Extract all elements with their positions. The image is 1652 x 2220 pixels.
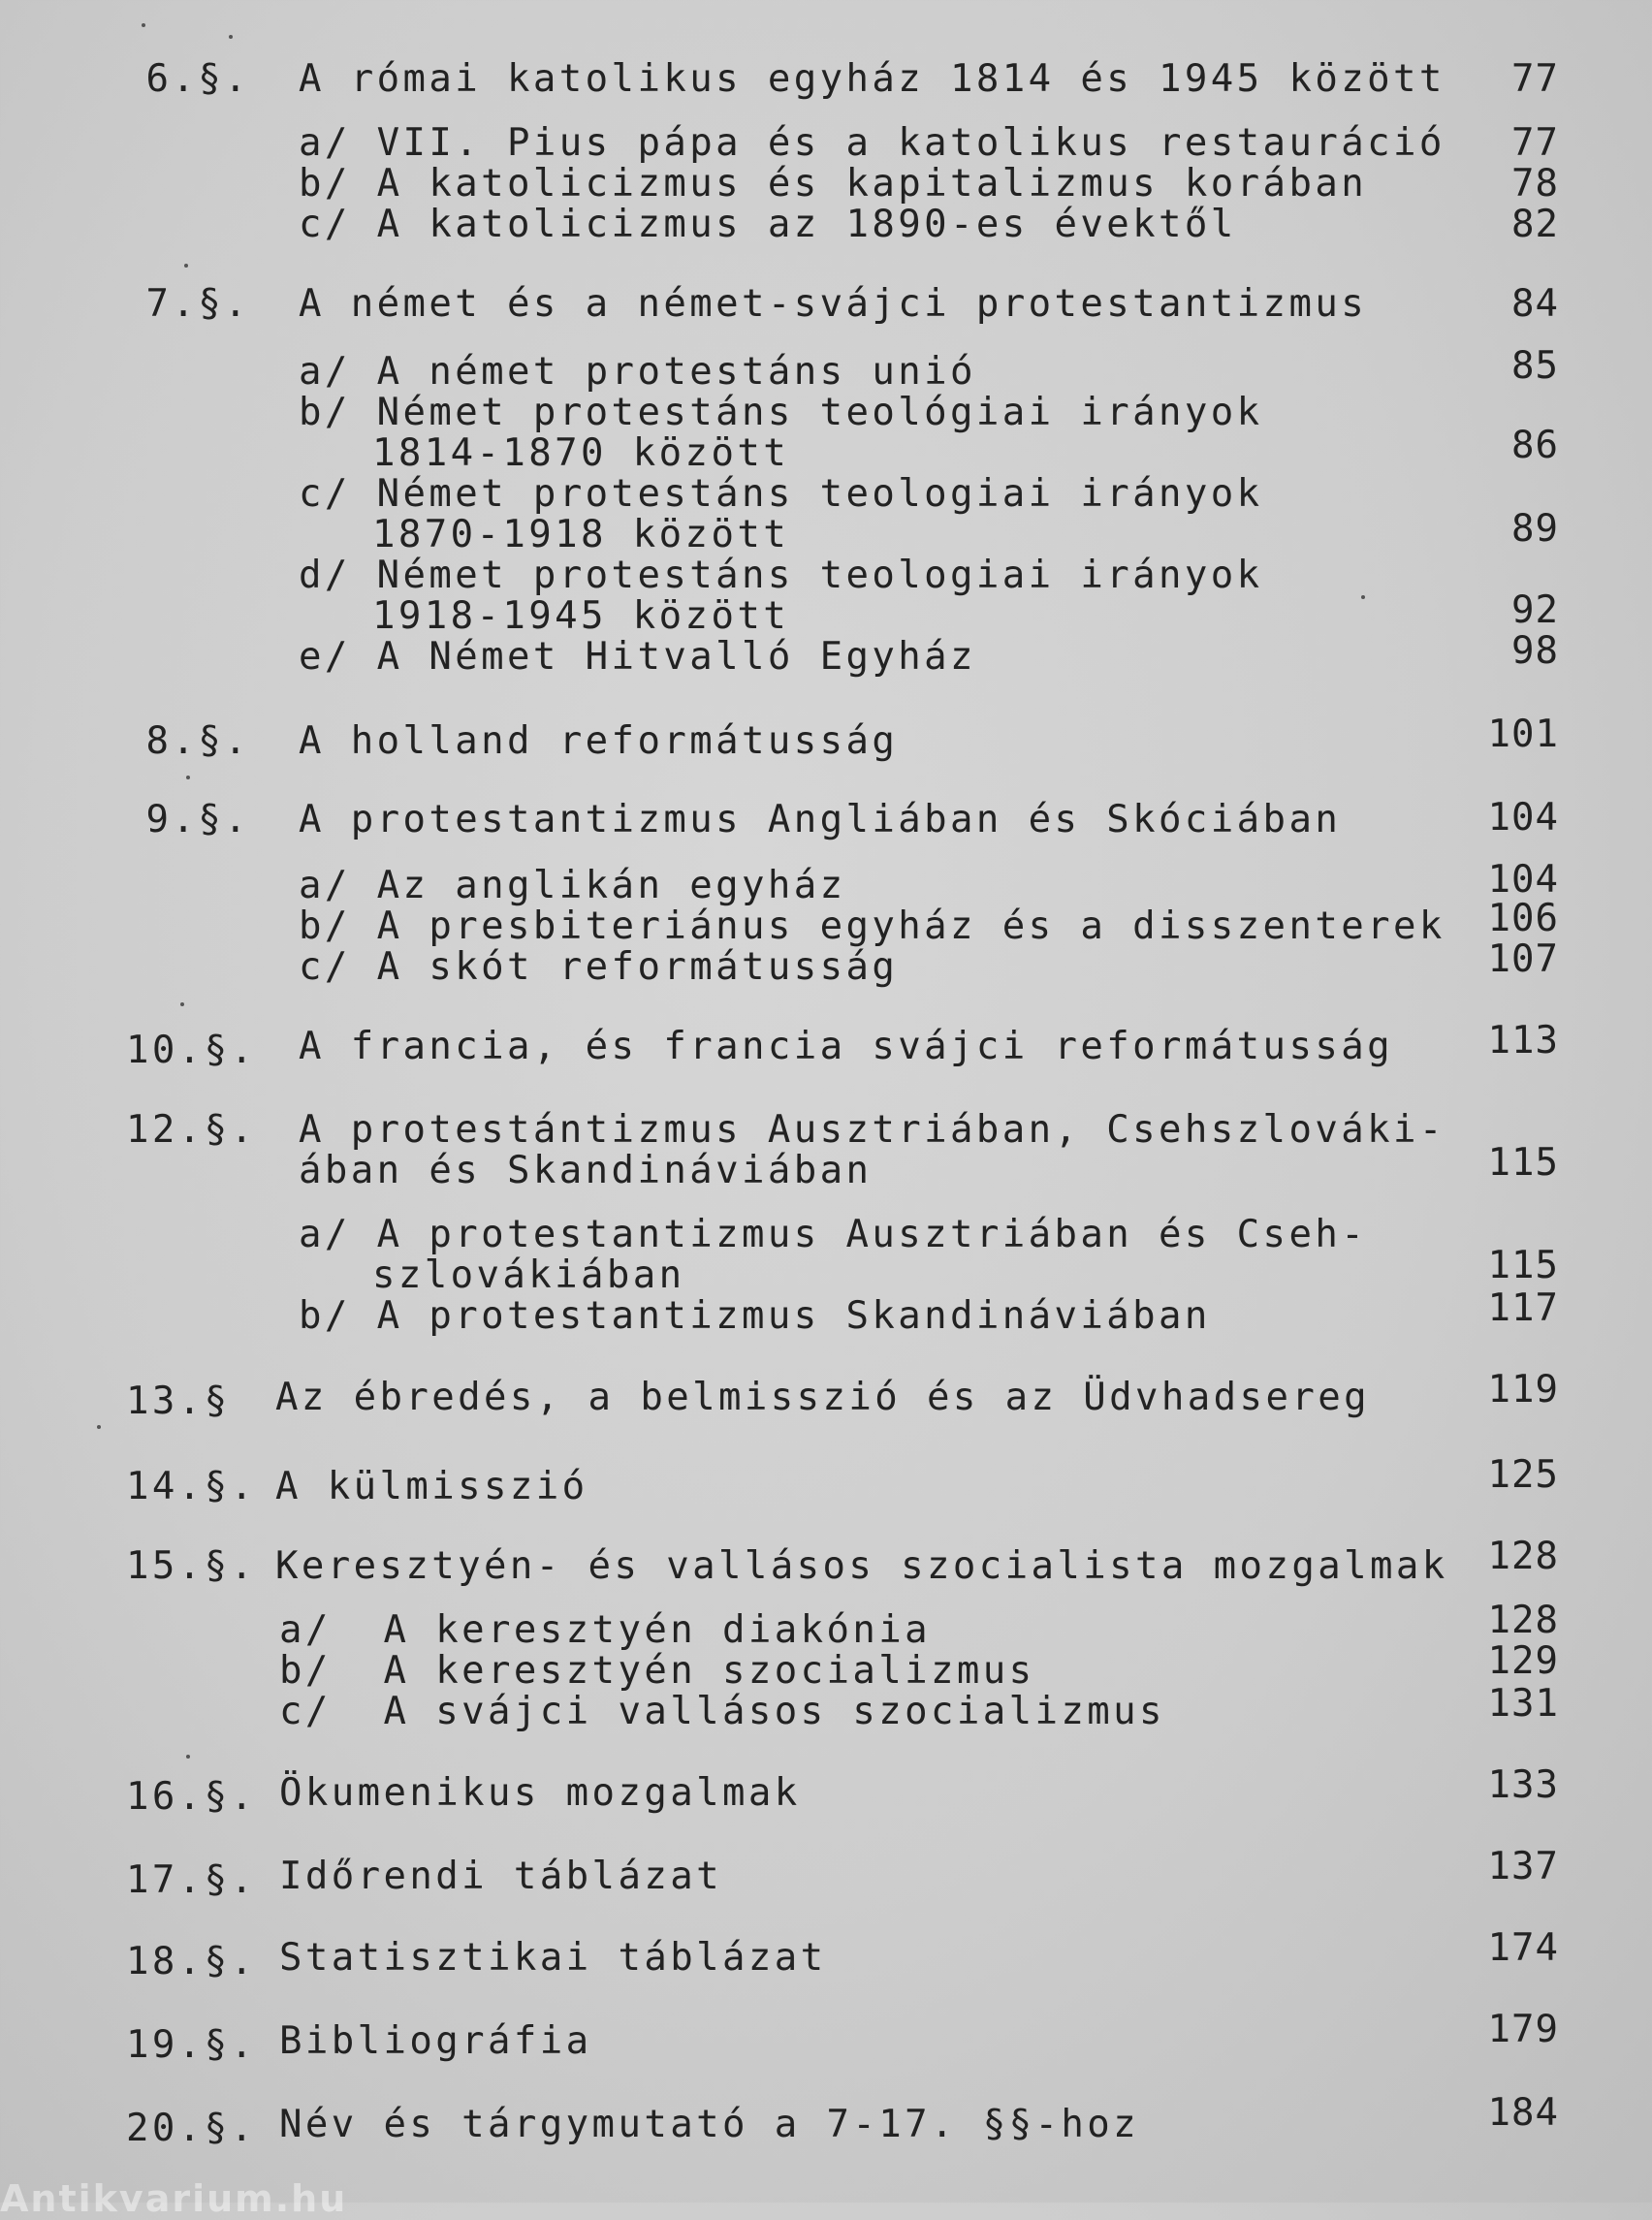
- section-number: 12.§.: [126, 1108, 257, 1152]
- subsection-title-continuation: 1870-1918 között: [372, 513, 790, 556]
- page-number: 77: [1511, 57, 1559, 101]
- paper-speck: [186, 776, 190, 779]
- page-number: 86: [1511, 424, 1559, 467]
- section-number: 18.§.: [126, 1940, 257, 1983]
- page-number: 133: [1487, 1763, 1559, 1807]
- page-number: 104: [1487, 858, 1559, 902]
- page-number: 128: [1487, 1599, 1559, 1642]
- section-title: A német és a német-svájci protestantizmus: [299, 282, 1368, 326]
- page-number: 119: [1487, 1368, 1559, 1411]
- section-title-continuation: ában és Skandináviában: [299, 1149, 873, 1192]
- section-number: 17.§.: [126, 1858, 257, 1902]
- page-number: 82: [1511, 203, 1559, 246]
- paper-speck: [184, 264, 188, 268]
- page-number: 78: [1511, 162, 1559, 206]
- page-number: 85: [1511, 344, 1559, 388]
- subsection-title: b/ A protestantizmus Skandináviában: [299, 1294, 1211, 1338]
- page-number: 104: [1487, 796, 1559, 840]
- section-number: 13.§: [126, 1380, 231, 1423]
- page-number: 179: [1487, 2008, 1559, 2051]
- section-number: 10.§.: [126, 1029, 257, 1072]
- subsection-title: d/ Német protestáns teologiai irányok: [299, 554, 1263, 597]
- subsection-title: c/ A svájci vallásos szocializmus: [279, 1690, 1165, 1733]
- page-number: 115: [1487, 1244, 1559, 1287]
- subsection-title-continuation: 1918-1945 között: [372, 594, 790, 638]
- page-number: 84: [1511, 282, 1559, 326]
- section-title: Bibliográfia: [279, 2019, 592, 2063]
- page-number: 106: [1487, 897, 1559, 940]
- section-title: Statisztikai táblázat: [279, 1936, 827, 1980]
- section-title: Ökumenikus mozgalmak: [279, 1771, 801, 1815]
- page-number: 115: [1487, 1141, 1559, 1185]
- section-number: 19.§.: [126, 2023, 257, 2067]
- subsection-title-continuation: szlovákiában: [372, 1253, 685, 1297]
- section-title: Név és tárgymutató a 7-17. §§-hoz: [279, 2103, 1140, 2146]
- page-number: 92: [1511, 588, 1559, 632]
- page-number: 128: [1487, 1535, 1559, 1578]
- paper-speck: [1361, 595, 1365, 599]
- page-number: 101: [1487, 713, 1559, 756]
- section-title: Időrendi táblázat: [279, 1855, 722, 1898]
- paper-speck: [142, 23, 145, 27]
- page-number: 174: [1487, 1926, 1559, 1970]
- section-title: A protestántizmus Ausztriában, Csehszlováki-: [299, 1108, 1446, 1152]
- section-title: A francia, és francia svájci reformátusság: [299, 1025, 1393, 1068]
- subsection-title: b/ A katolicizmus és kapitalizmus korában: [299, 162, 1368, 206]
- subsection-title: a/ A protestantizmus Ausztriában és Cseh-: [299, 1213, 1368, 1256]
- page-number: 107: [1487, 937, 1559, 981]
- subsection-title: a/ A német protestáns unió: [299, 350, 976, 394]
- watermark: Antikvarium.hu: [0, 2177, 348, 2220]
- paper-speck: [229, 35, 233, 39]
- section-title: A római katolikus egyház 1814 és 1945 között: [299, 57, 1446, 101]
- section-title: Keresztyén- és vallásos szocialista mozgalmak: [275, 1544, 1448, 1588]
- section-number: 14.§.: [126, 1465, 257, 1508]
- paper-speck: [97, 1425, 101, 1429]
- subsection-title-continuation: 1814-1870 között: [372, 431, 790, 475]
- section-title: A külmisszió: [275, 1465, 588, 1508]
- page-number: 129: [1487, 1639, 1559, 1683]
- page-number: 137: [1487, 1845, 1559, 1888]
- section-number: 20.§.: [126, 2107, 257, 2150]
- section-number: 15.§.: [126, 1544, 257, 1588]
- section-title: A protestantizmus Angliában és Skóciában: [299, 798, 1342, 841]
- subsection-title: c/ Német protestáns teologiai irányok: [299, 472, 1263, 516]
- page-number: 89: [1511, 507, 1559, 551]
- section-number: 9.§.: [145, 798, 250, 841]
- page-number: 125: [1487, 1453, 1559, 1497]
- section-number: 7.§.: [145, 282, 250, 326]
- page-number: 184: [1487, 2091, 1559, 2135]
- page-number: 113: [1487, 1019, 1559, 1062]
- section-title: Az ébredés, a belmisszió és az Üdvhadsereg: [275, 1376, 1370, 1419]
- subsection-title: c/ A katolicizmus az 1890-es évektől: [299, 203, 1237, 246]
- paper-speck: [186, 1755, 190, 1759]
- page-number: 77: [1511, 121, 1559, 165]
- subsection-title: a/ Az anglikán egyház: [299, 864, 846, 907]
- page-number: 117: [1487, 1286, 1559, 1330]
- paper-speck: [180, 1002, 184, 1006]
- section-number: 6.§.: [145, 57, 250, 101]
- subsection-title: c/ A skót reformátusság: [299, 945, 899, 989]
- section-number: 8.§.: [145, 719, 250, 763]
- subsection-title: b/ Német protestáns teológiai irányok: [299, 391, 1263, 434]
- subsection-title: b/ A presbiteriánus egyház és a disszenterek: [299, 904, 1446, 948]
- page-number: 131: [1487, 1682, 1559, 1726]
- subsection-title: a/ A keresztyén diakónia: [279, 1608, 931, 1652]
- subsection-title: a/ VII. Pius pápa és a katolikus restauráció: [299, 121, 1446, 165]
- page-number: 98: [1511, 629, 1559, 673]
- section-title: A holland reformátusság: [299, 719, 899, 763]
- subsection-title: e/ A Német Hitvalló Egyház: [299, 635, 976, 679]
- section-number: 16.§.: [126, 1775, 257, 1819]
- subsection-title: b/ A keresztyén szocializmus: [279, 1649, 1035, 1693]
